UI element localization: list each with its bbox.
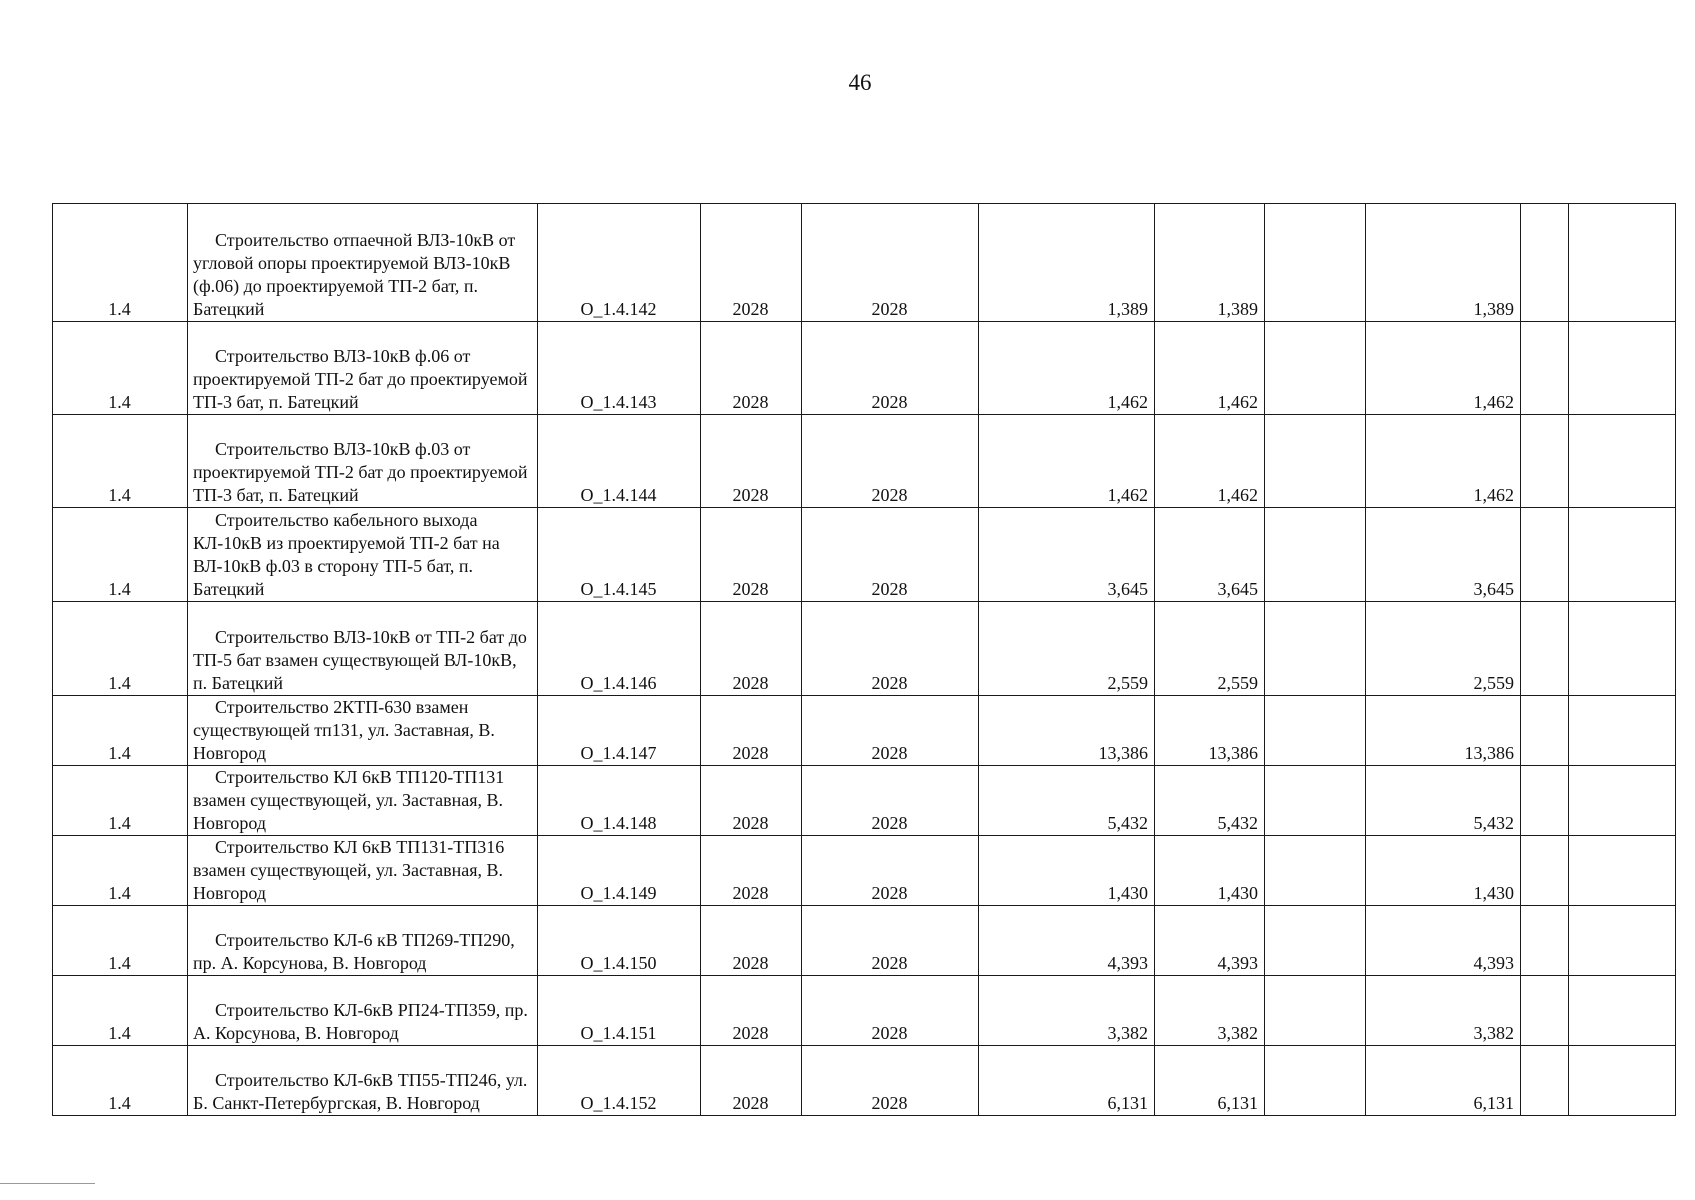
year-end: 2028 [802,415,979,508]
value-1: 5,432 [979,766,1155,836]
empty-cell [1521,508,1569,602]
year-end: 2028 [802,766,979,836]
year-end: 2028 [802,976,979,1046]
value-4: 1,389 [1366,204,1521,322]
empty-cell [1569,906,1676,976]
value-2: 1,389 [1155,204,1265,322]
project-name-text: Строительство КЛ-6кВ РП24-ТП359, пр. А. Корсунова, В. Новгород [193,1000,528,1043]
table-row [53,1046,1676,1116]
project-name [188,602,538,696]
page-number: 46 [848,70,872,95]
year-end: 2028 [802,1046,979,1116]
value-1: 6,131 [979,1046,1155,1116]
year-start: 2028 [701,508,802,602]
table-row [53,976,1676,1046]
table-row [53,602,1676,696]
year-start: 2028 [701,204,802,322]
year-start: 2028 [701,322,802,415]
value-3 [1265,976,1366,1046]
project-code: О_1.4.145 [538,508,701,602]
year-end: 2028 [802,906,979,976]
project-name [188,766,538,836]
row-number: 1.4 [53,696,188,766]
project-name [188,508,538,602]
project-name [188,906,538,976]
empty-cell [1569,322,1676,415]
footer-rule [0,1183,95,1184]
empty-cell [1521,415,1569,508]
year-start: 2028 [701,602,802,696]
table-row [53,766,1676,836]
value-2: 1,430 [1155,836,1265,906]
value-2: 13,386 [1155,696,1265,766]
project-name-text: Строительство ВЛЗ-10кВ ф.03 от проектируемой ТП-2 бат до проектируемой ТП-3 бат, п. Батецкий [193,439,528,505]
empty-cell [1569,696,1676,766]
empty-cell [1521,766,1569,836]
value-3 [1265,508,1366,602]
value-3 [1265,1046,1366,1116]
value-4: 6,131 [1366,1046,1521,1116]
row-number: 1.4 [53,906,188,976]
value-3 [1265,415,1366,508]
empty-cell [1569,204,1676,322]
year-start: 2028 [701,766,802,836]
row-number: 1.4 [53,508,188,602]
project-name [188,204,538,322]
value-1: 1,462 [979,322,1155,415]
projects-table [52,203,1676,1116]
project-name [188,322,538,415]
value-4: 2,559 [1366,602,1521,696]
project-name-text: Строительство отпаечной ВЛЗ-10кВ от угловой опоры проектируемой ВЛЗ-10кВ (ф.06) до проектируемой ТП-2 бат, п. Батецкий [193,230,516,319]
project-name-text: Строительство КЛ 6кВ ТП120-ТП131 взамен существующей, ул. Заставная, В. Новгород [193,767,505,833]
value-2: 6,131 [1155,1046,1265,1116]
value-3 [1265,322,1366,415]
value-4: 3,645 [1366,508,1521,602]
project-code: О_1.4.150 [538,906,701,976]
value-4: 5,432 [1366,766,1521,836]
empty-cell [1521,906,1569,976]
project-name [188,1046,538,1116]
year-end: 2028 [802,204,979,322]
value-3 [1265,696,1366,766]
project-code: О_1.4.148 [538,766,701,836]
empty-cell [1521,836,1569,906]
project-name [188,976,538,1046]
project-code: О_1.4.144 [538,415,701,508]
table-row [53,906,1676,976]
project-name-text: Строительство ВЛЗ-10кВ ф.06 от проектируемой ТП-2 бат до проектируемой ТП-3 бат, п. Батецкий [193,346,528,412]
empty-cell [1521,322,1569,415]
value-2: 4,393 [1155,906,1265,976]
value-3 [1265,204,1366,322]
table-row [53,204,1676,322]
project-code: О_1.4.143 [538,322,701,415]
empty-cell [1521,976,1569,1046]
row-number: 1.4 [53,766,188,836]
year-start: 2028 [701,976,802,1046]
year-end: 2028 [802,508,979,602]
year-end: 2028 [802,322,979,415]
value-4: 1,430 [1366,836,1521,906]
table-row [53,508,1676,602]
row-number: 1.4 [53,415,188,508]
empty-cell [1569,836,1676,906]
table-row [53,696,1676,766]
row-number: 1.4 [53,322,188,415]
table-row [53,836,1676,906]
year-start: 2028 [701,696,802,766]
value-1: 1,462 [979,415,1155,508]
project-name [188,696,538,766]
empty-cell [1569,508,1676,602]
row-number: 1.4 [53,1046,188,1116]
row-number: 1.4 [53,836,188,906]
year-start: 2028 [701,1046,802,1116]
project-name [188,415,538,508]
table-row [53,415,1676,508]
value-3 [1265,836,1366,906]
year-end: 2028 [802,602,979,696]
value-3 [1265,602,1366,696]
project-code: О_1.4.146 [538,602,701,696]
project-code: О_1.4.151 [538,976,701,1046]
row-number: 1.4 [53,602,188,696]
value-4: 3,382 [1366,976,1521,1046]
value-1: 13,386 [979,696,1155,766]
value-4: 13,386 [1366,696,1521,766]
table-row [53,322,1676,415]
project-code: О_1.4.152 [538,1046,701,1116]
year-end: 2028 [802,836,979,906]
value-4: 1,462 [1366,415,1521,508]
project-name-text: Строительство кабельного выхода КЛ-10кВ из проектируемой ТП-2 бат на ВЛ-10кВ ф.03 в сторону ТП-5 бат, п. Батецкий [193,510,500,599]
value-2: 1,462 [1155,322,1265,415]
value-3 [1265,906,1366,976]
value-2: 1,462 [1155,415,1265,508]
empty-cell [1569,766,1676,836]
value-2: 3,645 [1155,508,1265,602]
project-name-text: Строительство КЛ 6кВ ТП131-ТП316 взамен существующей, ул. Заставная, В. Новгород [193,837,505,903]
project-name-text: Строительство 2КТП-630 взамен существующей тп131, ул. Заставная, В. Новгород [193,697,495,763]
project-name-text: Строительство КЛ-6кВ ТП55-ТП246, ул. Б. Санкт-Петербургская, В. Новгород [193,1070,528,1113]
project-name-text: Строительство КЛ-6 кВ ТП269-ТП290, пр. А. Корсунова, В. Новгород [193,930,515,973]
value-1: 2,559 [979,602,1155,696]
empty-cell [1521,696,1569,766]
year-start: 2028 [701,836,802,906]
year-end: 2028 [802,696,979,766]
table-body [53,204,1676,1116]
value-4: 1,462 [1366,322,1521,415]
project-code: О_1.4.142 [538,204,701,322]
value-1: 3,645 [979,508,1155,602]
empty-cell [1521,204,1569,322]
empty-cell [1569,602,1676,696]
value-1: 4,393 [979,906,1155,976]
row-number: 1.4 [53,204,188,322]
year-start: 2028 [701,415,802,508]
empty-cell [1569,976,1676,1046]
value-3 [1265,766,1366,836]
value-1: 3,382 [979,976,1155,1046]
empty-cell [1521,1046,1569,1116]
project-name-text: Строительство ВЛЗ-10кВ от ТП-2 бат до ТП-5 бат взамен существующей ВЛ-10кВ, п. Батецкий [193,627,527,693]
project-code: О_1.4.149 [538,836,701,906]
value-1: 1,430 [979,836,1155,906]
value-2: 3,382 [1155,976,1265,1046]
value-2: 2,559 [1155,602,1265,696]
value-4: 4,393 [1366,906,1521,976]
row-number: 1.4 [53,976,188,1046]
empty-cell [1569,415,1676,508]
year-start: 2028 [701,906,802,976]
empty-cell [1521,602,1569,696]
project-name [188,836,538,906]
value-1: 1,389 [979,204,1155,322]
empty-cell [1569,1046,1676,1116]
value-2: 5,432 [1155,766,1265,836]
project-code: О_1.4.147 [538,696,701,766]
